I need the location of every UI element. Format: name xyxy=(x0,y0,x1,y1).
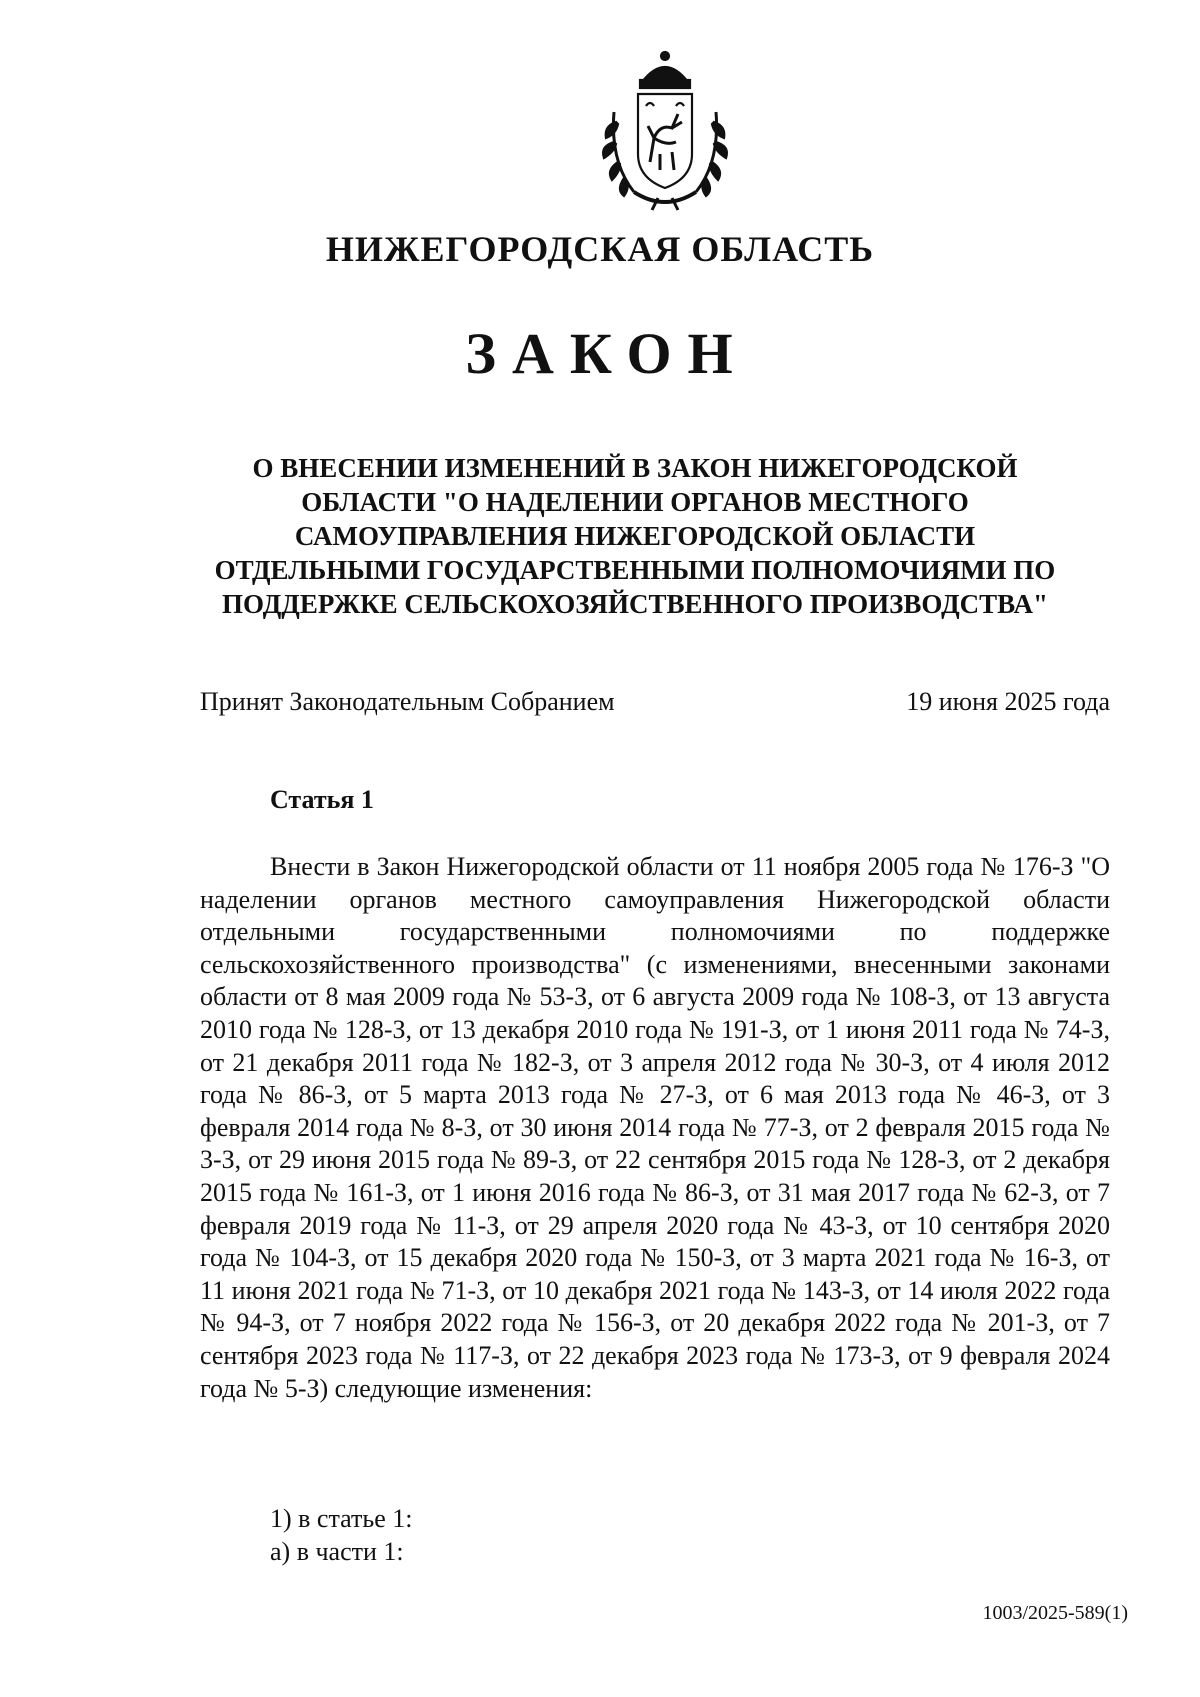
article-heading: Статья 1 xyxy=(270,785,374,814)
law-title-line: ПОДДЕРЖКЕ СЕЛЬСКОХОЗЯЙСТВЕННОГО ПРОИЗВОДСТВА" xyxy=(222,589,1048,619)
law-title-line: ОБЛАСТИ "О НАДЕЛЕНИИ ОРГАНОВ МЕСТНОГО xyxy=(301,487,969,517)
law-title-line: ОТДЕЛЬНЫМИ ГОСУДАРСТВЕННЫМИ ПОЛНОМОЧИЯМИ ПО xyxy=(214,555,1056,585)
list-item: а) в части 1: xyxy=(270,1537,404,1566)
adoption-date: 19 июня 2025 года xyxy=(906,687,1110,716)
article-body: Внести в Закон Нижегородской области от 11 ноября 2005 года № 176-З "О наделении органов местного самоуправления Нижегородской области отдельными государственными полномочиями по поддержке сельскохозяйственного производства" (с изменениями, внесенными законами области от 8 мая 2009 года № 53-З, от 6 августа 2009 года № 108-З, от 13 августа 2010 года № 128-З, от 13 декабря 2010 года № 191-З, от 1 июня 2011 года № 74-З, от 21 декабря 2011 года № 182-З, от 3 апреля 2012 года № 30-З, от 4 июля 2012 года № 86-З, от 5 марта 2013 года № 27-З, от 6 мая 2013 года № 46-З, от 3 февраля 2014 года № 8-З, от 30 июня 2014 года № 77-З, от 2 февраля 2015 года № 3-З, от 29 июня 2015 года № 89-З, от 22 сентября 2015 года № 128-З, от 2 декабря 2015 года № 161-З, от 1 июня 2016 года № 86-З, от 31 мая 2017 года № 62-З, от 7 февраля 2019 года № 11-З, от 29 апреля 2020 года № 43-З, от 10 сентября 2020 года № 104-З, от 15 декабря 2020 года № 150-З, от 3 марта 2021 года № 16-З, от 11 июня 2021 года № 71-З, от 10 декабря 2021 года № 143-З, от 14 июля 2022 года № 94-З, от 7 ноября 2022 года № 156-З, от 20 декабря 2022 года № 201-З, от 7 сентября 2023 года № 117-З, от 22 декабря 2023 года № 173-З, от 9 февраля 2024 года № 5-З) следующие изменения: xyxy=(200,852,1110,1403)
document-type: ЗАКОН xyxy=(465,321,749,386)
adopted-by: Принят Законодательным Собранием xyxy=(200,687,615,716)
law-title xyxy=(195,451,1075,621)
coat-of-arms-icon xyxy=(590,42,740,212)
law-title-line: САМОУПРАВЛЕНИЯ НИЖЕГОРОДСКОЙ ОБЛАСТИ xyxy=(294,521,976,551)
document-number: 1003/2025-589(1) xyxy=(982,1602,1128,1624)
law-title-line: О ВНЕСЕНИИ ИЗМЕНЕНИЙ В ЗАКОН НИЖЕГОРОДСКОЙ xyxy=(252,453,1018,483)
list-item: 1) в статье 1: xyxy=(270,1504,413,1533)
region-name: НИЖЕГОРОДСКАЯ ОБЛАСТЬ xyxy=(325,229,875,269)
